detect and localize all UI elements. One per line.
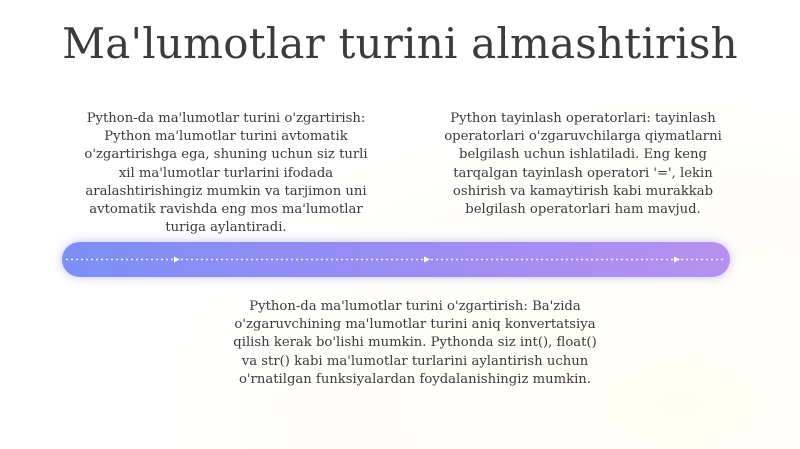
arrow-right-icon xyxy=(674,257,680,263)
timeline-line xyxy=(62,242,730,277)
timeline-bar xyxy=(62,242,730,277)
arrow-right-icon xyxy=(424,257,430,263)
arrow-right-icon xyxy=(174,257,180,263)
text-block-type-conversion-auto: Python-da ma'lumotlar turini o'zgartirish: Python ma'lumotlar turini avtomatik o'zgartirishga ega, shuning uchun siz turli xil ma'lumotlar turlarini ifodada aralashtirishingiz mumkin va tarjimon uni avtomatik ravishda eng mos ma'lumotlar turiga aylantiradi. xyxy=(84,111,368,236)
text-block-assignment-operators: Python tayinlash operatorlari: tayinlash operatorlari o'zgaruvchilarga qiymatlarni belgilash uchun ishlatiladi. Eng keng tarqalgan tayinlash operatori '=', lekin oshirish va kamaytirish kabi murakkab belgilash operatorlari ham mavjud. xyxy=(444,111,722,218)
text-block-explicit-conversion: Python-da ma'lumotlar turini o'zgartirish: Ba'zida o'zgaruvchining ma'lumotlar turini aniq konvertatsiya qilish kerak bo'lishi mumkin. Pythonda siz int(), float() va str() kabi ma'lumotlar turlarini aylantirish uchun o'rnatilgan funksiyalardan foydalanishingiz mumkin. xyxy=(233,299,597,387)
slide-title: Ma'lumotlar turini almashtirish xyxy=(62,19,738,68)
